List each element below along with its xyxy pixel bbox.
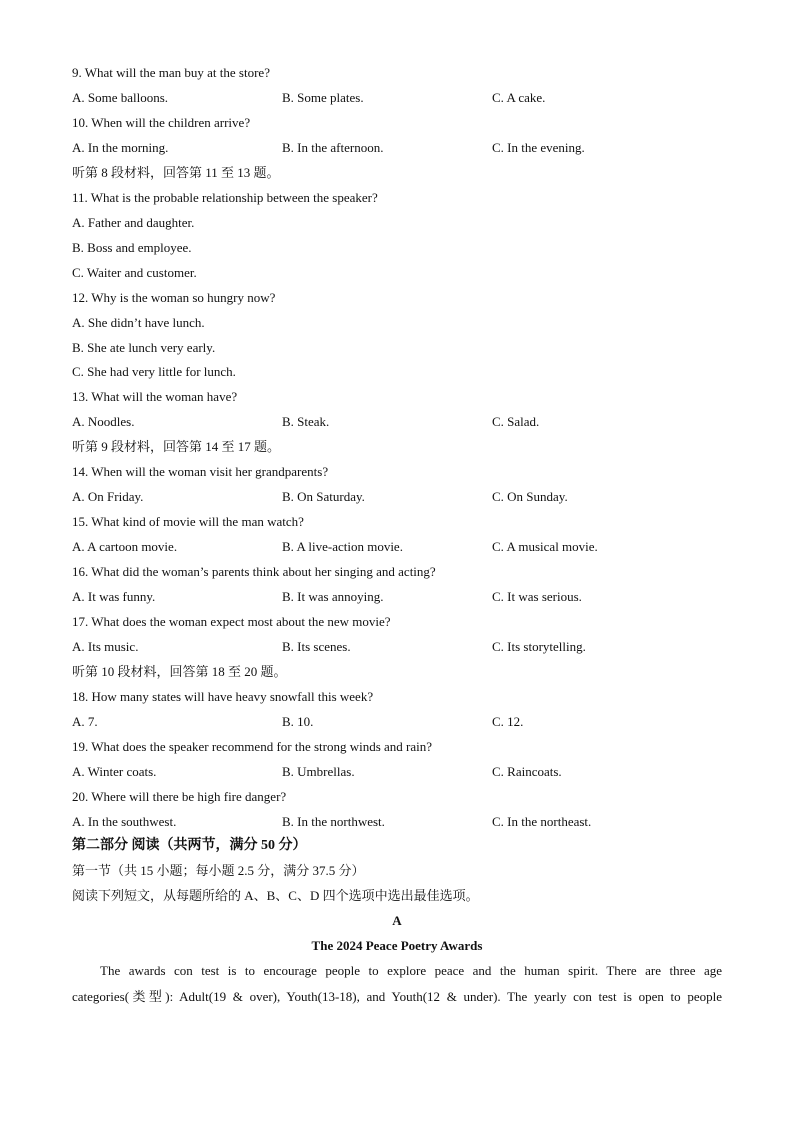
section-8-instruction: 听第 8 段材料，回答第 11 至 13 题。 <box>72 165 280 180</box>
question-19-option-a: A. Winter coats. <box>72 764 157 779</box>
question-20-stem: 20. Where will there be high fire danger? <box>72 789 287 804</box>
question-13-option-a: A. Noodles. <box>72 414 135 429</box>
question-10-option-a: A. In the morning. <box>72 140 169 155</box>
question-19-stem: 19. What does the speaker recommend for the strong winds and rain? <box>72 739 433 754</box>
question-18-stem: 18. How many states will have heavy snowfall this week? <box>72 689 374 704</box>
reading-instruction: 阅读下列短文，从每题所给的 A、B、C、D 四个选项中选出最佳选项。 <box>72 888 479 903</box>
question-13-stem: 13. What will the woman have? <box>72 389 238 404</box>
passage-title: The 2024 Peace Poetry Awards <box>311 938 483 953</box>
section-10-instruction: 听第 10 段材料，回答第 18 至 20 题。 <box>72 664 287 679</box>
question-19-option-c: C. Raincoats. <box>492 764 562 779</box>
question-16-option-b: B. It was annoying. <box>282 589 384 604</box>
question-14-option-a: A. On Friday. <box>72 489 144 504</box>
question-10-option-c: C. In the evening. <box>492 140 585 155</box>
question-9-stem: 9. What will the man buy at the store? <box>72 65 270 80</box>
question-11-option-a: A. Father and daughter. <box>72 215 195 230</box>
question-12-stem: 12. Why is the woman so hungry now? <box>72 290 276 305</box>
question-18-option-a: A. 7. <box>72 714 98 729</box>
question-9-option-a: A. Some balloons. <box>72 90 169 105</box>
question-17-option-c: C. Its storytelling. <box>492 639 586 654</box>
question-13-option-b: B. Steak. <box>282 414 330 429</box>
passage-letter: A <box>392 913 402 928</box>
section-1-heading: 第一节（共 15 小题；每小题 2.5 分，满分 37.5 分） <box>72 863 365 878</box>
question-11-stem: 11. What is the probable relationship between the speaker? <box>72 190 378 205</box>
passage-paragraph <box>72 958 722 1010</box>
question-14-option-b: B. On Saturday. <box>282 489 365 504</box>
part-2-heading: 第二部分 阅读（共两节，满分 50 分） <box>72 838 307 853</box>
question-16-option-c: C. It was serious. <box>492 589 582 604</box>
question-15-stem: 15. What kind of movie will the man watch? <box>72 514 304 529</box>
question-16-option-a: A. It was funny. <box>72 589 156 604</box>
question-19-option-b: B. Umbrellas. <box>282 764 355 779</box>
question-17-stem: 17. What does the woman expect most about the new movie? <box>72 614 391 629</box>
question-9-option-c: C. A cake. <box>492 90 546 105</box>
question-20-option-b: B. In the northwest. <box>282 814 385 829</box>
question-12-option-a: A. She didn’t have lunch. <box>72 315 205 330</box>
question-20-option-a: A. In the southwest. <box>72 814 177 829</box>
question-10-stem: 10. When will the children arrive? <box>72 115 251 130</box>
question-13-option-c: C. Salad. <box>492 414 540 429</box>
question-14-option-c: C. On Sunday. <box>492 489 568 504</box>
question-10-option-b: B. In the afternoon. <box>282 140 384 155</box>
question-18-option-c: C. 12. <box>492 714 524 729</box>
question-15-option-b: B. A live-action movie. <box>282 539 403 554</box>
question-16-stem: 16. What did the woman’s parents think about her singing and acting? <box>72 564 436 579</box>
section-9-instruction: 听第 9 段材料，回答第 14 至 17 题。 <box>72 439 281 454</box>
passage-line-1: The awards con test is to encourage people to explore peace and the human spirit. There are three age <box>100 963 722 978</box>
question-20-option-c: C. In the northeast. <box>492 814 592 829</box>
question-15-option-c: C. A musical movie. <box>492 539 598 554</box>
question-11-option-b: B. Boss and employee. <box>72 240 192 255</box>
question-15-option-a: A. A cartoon movie. <box>72 539 178 554</box>
question-9-option-b: B. Some plates. <box>282 90 364 105</box>
question-12-option-c: C. She had very little for lunch. <box>72 364 236 379</box>
question-17-option-b: B. Its scenes. <box>282 639 351 654</box>
question-18-option-b: B. 10. <box>282 714 314 729</box>
question-12-option-b: B. She ate lunch very early. <box>72 340 216 355</box>
passage-line-2: categories(类型): Adult(19 & over), Youth(13-18), and Youth(12 & under). The yearly con test is open to people <box>72 989 722 1004</box>
question-11-option-c: C. Waiter and customer. <box>72 265 197 280</box>
question-14-stem: 14. When will the woman visit her grandparents? <box>72 464 329 479</box>
question-17-option-a: A. Its music. <box>72 639 139 654</box>
